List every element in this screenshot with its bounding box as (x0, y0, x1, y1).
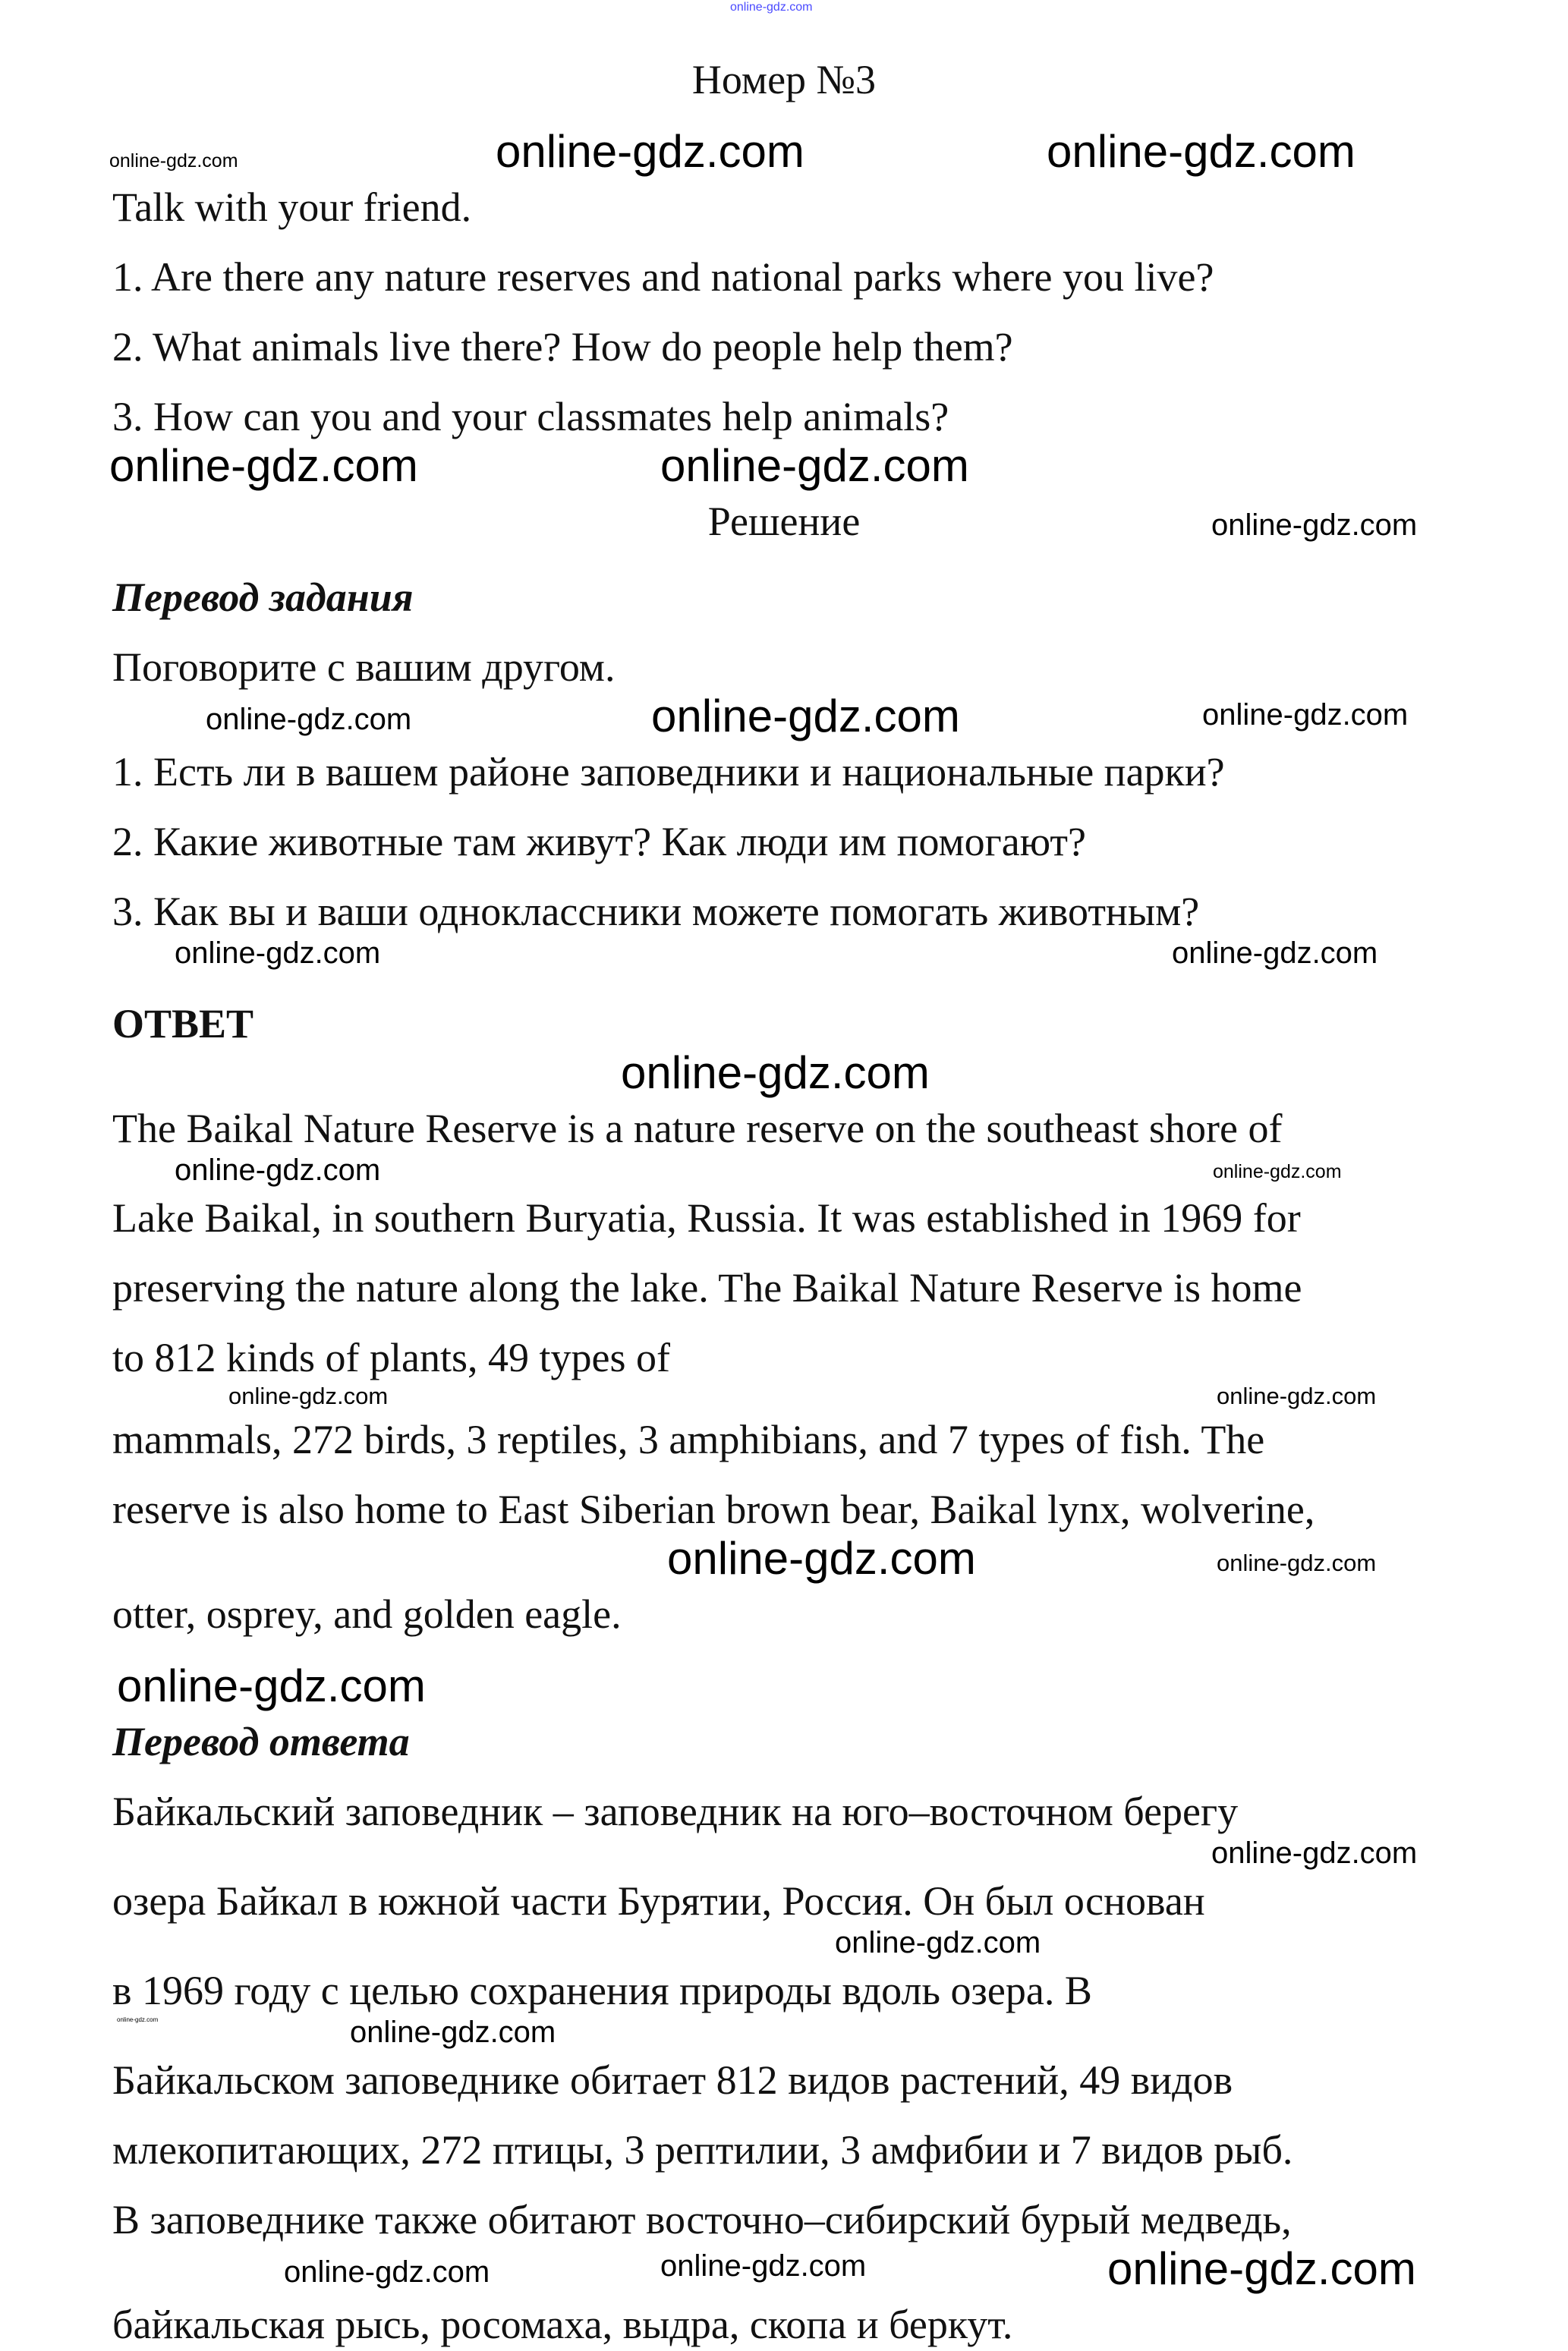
task-question: 3. How can you and your classmates help animals? (112, 394, 949, 439)
task-translation-question: 1. Есть ли в вашем районе заповедники и национальные парки? (112, 749, 1225, 795)
watermark: online-gdz.com (730, 1, 813, 14)
answer-line: mammals, 272 birds, 3 reptiles, 3 amphibians, and 7 types of fish. The (112, 1417, 1265, 1462)
watermark: online-gdz.com (109, 440, 418, 491)
answer-line: to 812 kinds of plants, 49 types of (112, 1335, 670, 1380)
watermark-row (0, 1660, 1568, 1715)
answer-translation-line: байкальская рысь, росомаха, выдра, скопа и беркут. (112, 2302, 1013, 2347)
watermark: online-gdz.com (284, 2255, 490, 2289)
watermark: online-gdz.com (660, 440, 969, 491)
answer-line: otter, osprey, and golden eagle. (112, 1591, 622, 1637)
watermark: online-gdz.com (206, 703, 412, 736)
task-translation-question: 3. Как вы и ваши одноклассники можете помогать животным? (112, 889, 1200, 934)
watermark-row (0, 126, 1568, 181)
task-question: 2. What animals live there? How do people help them? (112, 324, 1013, 370)
watermark: online-gdz.com (175, 1153, 381, 1187)
watermark: online-gdz.com (835, 1926, 1041, 1959)
answer-translation-line: в 1969 году с целью сохранения природы вдоль озера. В (112, 1968, 1092, 2013)
watermark: online-gdz.com (1211, 1836, 1418, 1870)
watermark: online-gdz.com (660, 2249, 867, 2283)
watermark-row (0, 1928, 1568, 1964)
answer-translation-line: Байкальском заповеднике обитает 812 видов растений, 49 видов (112, 2057, 1233, 2103)
watermark: online-gdz.com (1107, 2243, 1416, 2294)
watermark: online-gdz.com (1202, 698, 1409, 732)
answer-translation-line: млекопитающих, 272 птицы, 3 рептилии, 3 амфибии и 7 видов рыб. (112, 2127, 1293, 2173)
watermark: online-gdz.com (1211, 508, 1418, 542)
watermark: online-gdz.com (1217, 1550, 1377, 1576)
task-translation-heading: Перевод задания (112, 574, 414, 620)
watermark-row (0, 1533, 1568, 1588)
watermark: online-gdz.com (109, 150, 238, 172)
solution-heading-row (0, 495, 1568, 548)
task-translation-intro: Поговорите с вашим другом. (112, 644, 616, 690)
watermark-row (0, 440, 1568, 495)
watermark: online-gdz.com (175, 936, 381, 970)
watermark-row (0, 938, 1568, 974)
answer-line: reserve is also home to East Siberian brown bear, Baikal lynx, wolverine, (112, 1487, 1315, 1532)
watermark: online-gdz.com (1172, 936, 1378, 970)
watermark: online-gdz.com (228, 1383, 389, 1409)
solution-heading: Решение (707, 499, 861, 544)
watermark-row (0, 1838, 1568, 1874)
answer-translation-line: Байкальский заповедник – заповедник на юго–восточном берегу (112, 1789, 1239, 1834)
answer-translation-line: В заповеднике также обитают восточно–сибирский бурый медведь, (112, 2197, 1292, 2242)
watermark: online-gdz.com (350, 2016, 556, 2049)
watermark-row (0, 2243, 1568, 2298)
watermark: online-gdz.com (621, 1047, 930, 1098)
answer-heading-row (0, 997, 1568, 1050)
watermark-row (0, 1384, 1568, 1413)
watermark: online-gdz.com (1217, 1383, 1377, 1409)
answer-line: Lake Baikal, in southern Buryatia, Russia. It was established in 1969 for (112, 1195, 1301, 1241)
page-title: Номер №3 (691, 57, 877, 102)
task-question: 1. Are there any nature reserves and national parks where you live? (112, 254, 1214, 300)
answer-translation-line: озера Байкал в южной части Бурятии, Россия. Он был основан (112, 1878, 1205, 1924)
answer-translation-heading: Перевод ответа (112, 1719, 410, 1764)
answer-heading: ОТВЕТ (112, 1001, 254, 1046)
watermark: online-gdz.com (496, 126, 804, 177)
answer-line: preserving the nature along the lake. The Baikal Nature Reserve is home (112, 1265, 1302, 1311)
answer-line: The Baikal Nature Reserve is a nature reserve on the southeast shore of (112, 1106, 1283, 1151)
watermark-row (0, 1047, 1568, 1102)
watermark: online-gdz.com (651, 691, 960, 741)
watermark: online-gdz.com (1213, 1161, 1342, 1182)
watermark: online-gdz.com (117, 1660, 426, 1711)
watermark: online-gdz.com (667, 1533, 976, 1584)
watermark: online-gdz.com (117, 2016, 159, 2023)
watermark: online-gdz.com (1047, 126, 1355, 177)
task-intro: Talk with your friend. (112, 184, 472, 230)
watermark-row (0, 2017, 1568, 2054)
task-translation-question: 2. Какие животные там живут? Как люди им помогают? (112, 819, 1086, 864)
watermark-row (0, 691, 1568, 745)
watermark-row (0, 1155, 1568, 1191)
